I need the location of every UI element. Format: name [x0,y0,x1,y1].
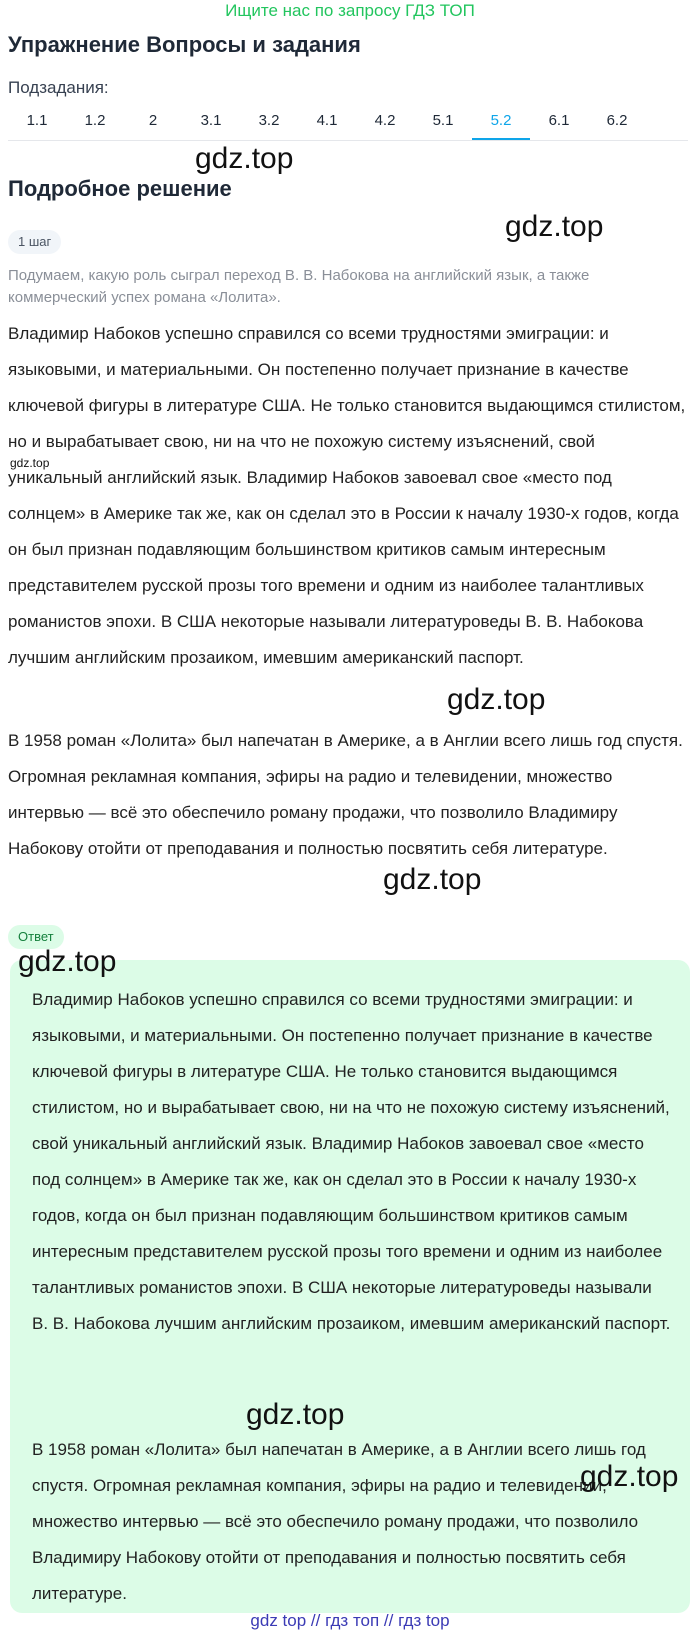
tab-2[interactable]: 2 [148,112,158,129]
exercise-title: Упражнение Вопросы и задания [8,32,361,57]
tab-3-1[interactable]: 3.1 [200,112,222,129]
answer-paragraph: Владимир Набоков успешно справился со всеми трудностями эмиграции: и языковыми, и материальными. Он постепенно получает признание в качестве ключевой фигуры в литературе США. Не только становится выдающимся стилистом, но и вырабатывает свою, ни на что не похожую систему изъяснений, свой уникальный английский язык. Владимир Набоков завоевал свое «место под солнцем» в Америке так же, как он сделал это в России к началу 1930-х годов, когда он был признан подавляющим большинством критиков самым интересным представителем русской прозы того времени и одним из наиболее талантливых романистов эпохи. В США некоторые литературоведы называли В. В. Набокова лучшим английским прозаиком, имевшим американский паспорт. [32,990,671,1333]
watermark: gdz.top [580,1460,679,1493]
tab-1-2[interactable]: 1.2 [84,112,106,129]
tab-5-2[interactable]: 5.2 [472,104,530,140]
solution-paragraph: В 1958 роман «Лолита» был напечатан в Америке, а в Англии всего лишь год спустя. Огромная рекламная компания, эфиры на радио и телевидении, множество интервью — всё это обеспечило роману продажи, что позволило Владимиру Набокову отойти от преподавания и полностью посвятить себя литературе. [8,731,683,858]
watermark: gdz.top [383,863,482,896]
watermark: gdz.top [246,1398,345,1431]
tab-4-1[interactable]: 4.1 [316,112,338,129]
tab-6-2[interactable]: 6.2 [606,112,628,129]
tab-3-2[interactable]: 3.2 [258,112,280,129]
watermark: gdz.top [195,142,294,175]
answer-badge: Ответ [8,925,64,949]
tab-5-1[interactable]: 5.1 [432,112,454,129]
watermark: gdz.top [447,683,546,716]
solution-paragraph: Владимир Набоков успешно справился со всеми трудностями эмиграции: и языковыми, и материальными. Он постепенно получает признание в качестве ключевой фигуры в литературе США. Не только становится выдающимся стилистом, но и вырабатывает свою, ни на что не похожую систему изъяснений, свой уникальный английский язык. Владимир Набоков завоевал свое «место под солнцем» в Америке так же, как он сделал это в России к началу 1930-х годов, когда он был признан подавляющим большинством критиков самым интересным представителем русской прозы того времени и одним из наиболее талантливых романистов эпохи. В США некоторые называли литературоведы В. В. Набокова лучшим английским прозаиком, имевшим американский паспорт. [8,324,686,667]
footer-links[interactable]: gdz top // гдз топ // гдз top [250,1611,450,1630]
promo-banner[interactable]: Ищите нас по запросу ГДЗ ТОП [225,1,475,20]
watermark-small: gdz.top [10,456,50,470]
solution-title: Подробное решение [8,176,232,201]
hint-text: Подумаем, какую роль сыграл переход В. В. Набокова на английский язык, а также коммерческий успех романа «Лолита». [8,267,590,306]
answer-paragraph: В 1958 роман «Лолита» был напечатан в Америке, а в Англии всего лишь год спустя. Огромная рекламная компания, эфиры на радио и телевидении, множество интервью — всё это обеспечило роману продажи, что позволило Владимиру Набокову отойти от преподавания и полностью посвятить себя литературе. [32,1440,646,1603]
subtasks-label: Подзадания: [8,78,109,97]
watermark: gdz.top [18,945,117,978]
step-badge: 1 шаг [8,230,61,254]
tab-6-1[interactable]: 6.1 [548,112,570,129]
tab-1-1[interactable]: 1.1 [26,112,48,129]
subtask-tabs [8,104,688,141]
watermark: gdz.top [505,210,604,243]
tab-4-2[interactable]: 4.2 [374,112,396,129]
